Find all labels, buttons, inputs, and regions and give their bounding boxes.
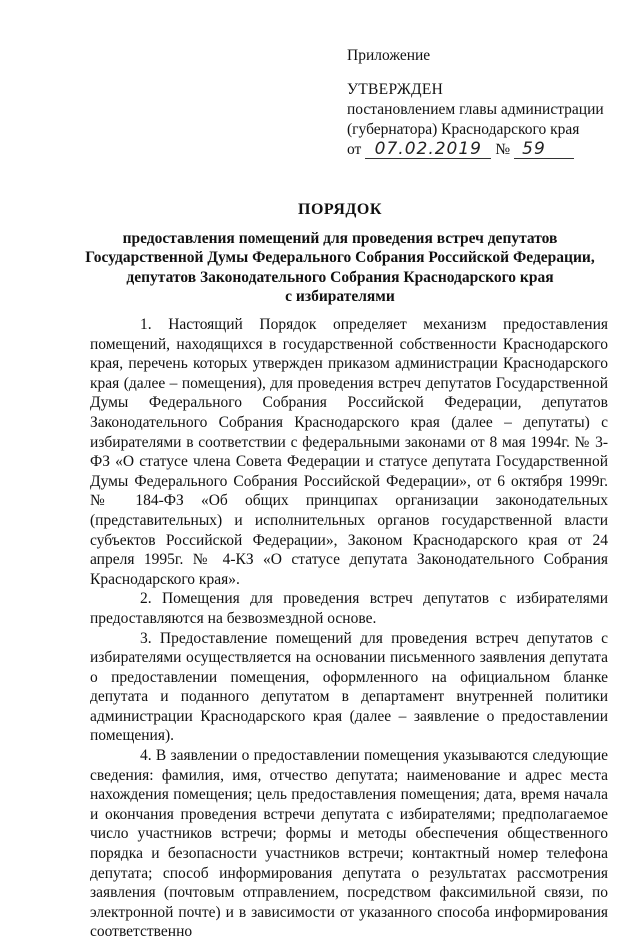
handwritten-number: 59 (514, 140, 574, 159)
handwritten-date: 07.02.2019 (365, 140, 491, 159)
approval-line-2: (губернатора) Краснодарского края (347, 121, 580, 138)
approval-block (347, 46, 617, 160)
approval-date-number-row (347, 140, 617, 160)
title-line-3: депутатов Законодательного Собрания Краснодарского края (126, 268, 554, 286)
appendix-label: Приложение (347, 47, 431, 64)
from-prefix: от (347, 141, 362, 158)
number-sign: № (495, 141, 511, 158)
paragraph-4: 4. В заявлении о предоставлении помещения указываются следующие сведения: фамилия, имя, отчество депутата; наименование и адрес места нахождения помещения; цель предоставления помещения; дата, время начала и окончания проведения встречи депутата с избирателями; предполагаемое число участников встречи; формы и методы обеспечения общественного порядка и безопасности участников встречи; контактный номер телефона депутата; способ информирования депутата о результатах рассмотрения заявления (почтовым отправлением, посредством факсимильной связи, по электронной почте) и в зависимости от указанного способа информирования соответственно (90, 747, 608, 941)
title-line-1: предоставления помещений для проведения встреч депутатов (122, 229, 558, 247)
paragraph-2: 2. Помещения для проведения встреч депутатов с избирателями предоставляются на безвозмездной основе. (90, 590, 608, 627)
paragraph-1: 1. Настоящий Порядок определяет механизм предоставления помещений, находящихся в государственной собственности Краснодарского края, перечень которых утвержден приказом администрации Краснодарского края (далее – помещения), для проведения встреч депутатов Государственной Думы Федерального Собрания Российской Федерации, депутатов Законодательного Собрания Краснодарского края (далее – депутаты) с избирателями в соответствии с федеральными законами от 8 мая 1994г. № 3-ФЗ «О статусе члена Совета Федерации и статусе депутата Государственной Думы Федерального Собрания Российской Федерации», от 6 октября 1999г. № 184-ФЗ «Об общих принципах организации законодательных (представительных) и исполнительных органов государственной власти субъектов Российской Федерации», Законом Краснодарского края от 24 апреля 1995г. № 4-КЗ «О статусе депутата Законодательного Собрания Краснодарского края». (90, 316, 608, 588)
title-line-2: Государственной Думы Федерального Собрания Российской Федерации, (85, 249, 595, 266)
approved-label: УТВЕРЖДЕН (347, 81, 444, 98)
document-body (90, 315, 608, 942)
paragraph-3: 3. Предоставление помещений для проведения встреч депутатов с избирателями осуществляется на основании письменного заявления депутата о предоставлении помещения, оформленного на официальном бланке депутата и поданного депутатом в департамент внутренней политики администрации Краснодарского края (далее – заявление о предоставлении помещения). (90, 629, 608, 745)
title-main: ПОРЯДОК (298, 201, 382, 218)
title-line-4: с избирателями (285, 288, 395, 305)
document-title (70, 200, 610, 307)
approval-line-1: постановлением главы администрации (347, 101, 604, 118)
